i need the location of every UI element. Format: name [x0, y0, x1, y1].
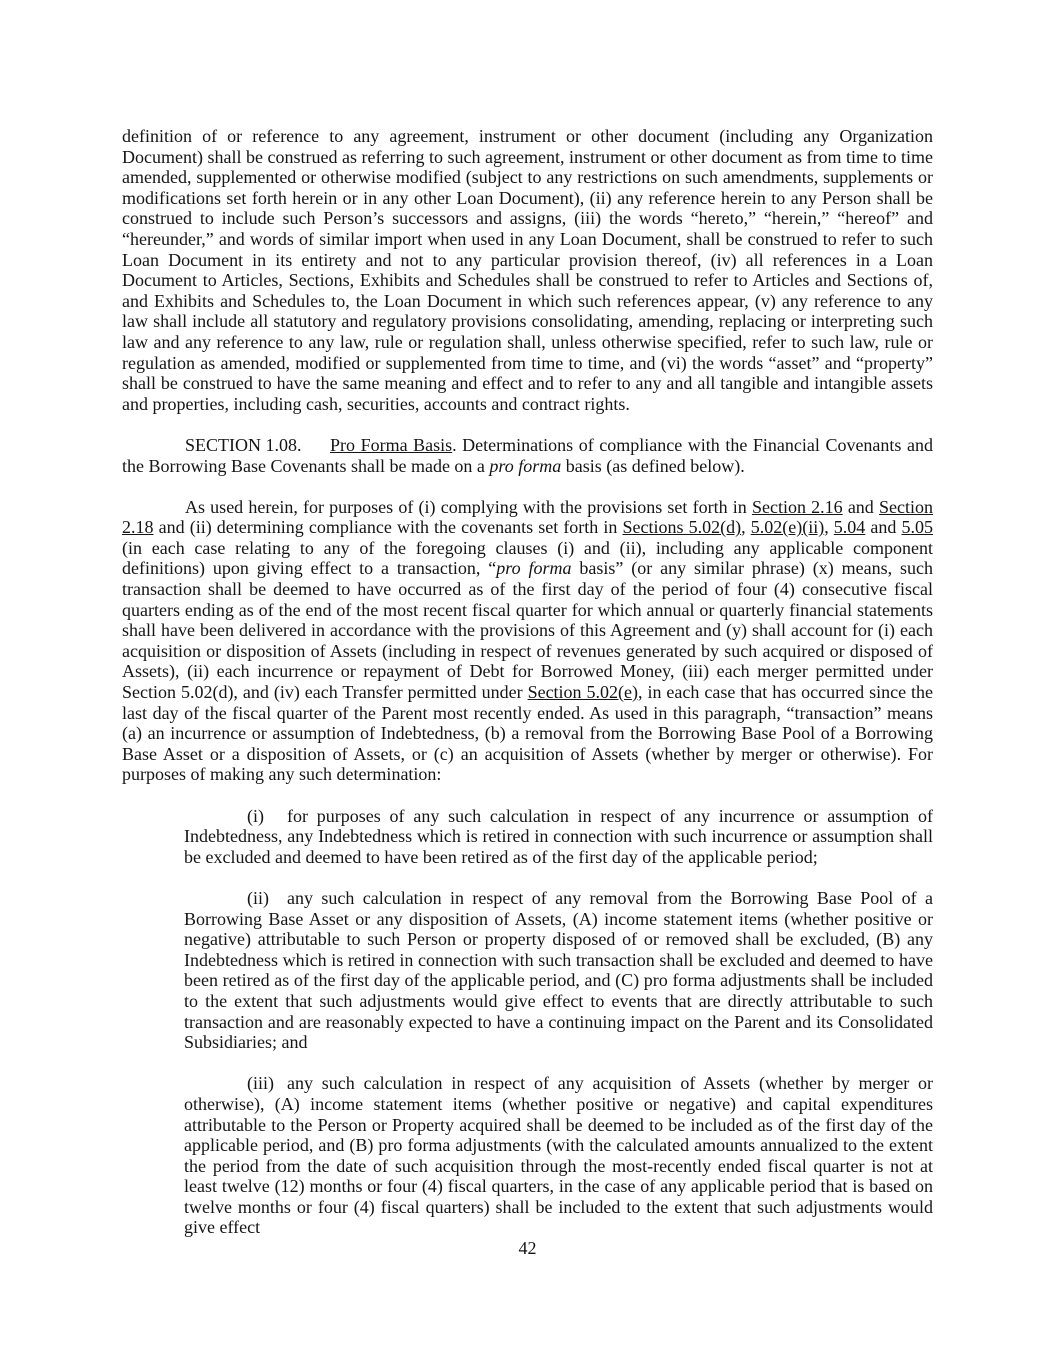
text-segment-underline: Sections 5.02(d): [622, 517, 742, 538]
text-segment-normal: and: [842, 496, 879, 517]
text-segment-label: (iii): [247, 1073, 274, 1094]
text-segment-label: (ii): [247, 887, 269, 908]
text-segment-normal: ,: [741, 517, 751, 538]
text-segment-underline: Section 2.16: [751, 496, 843, 517]
text-segment-italic: pro forma: [489, 455, 562, 476]
text-segment-normal: ,: [824, 517, 834, 538]
text-segment-underline: 5.05: [901, 517, 933, 538]
text-segment-normal: As used herein, for purposes of (i) complying with the provisions set forth in: [185, 496, 752, 517]
page-number: 42: [518, 1238, 537, 1258]
text-segment-normal: any such calculation in respect of any removal from the Borrowing Base Pool of a Borrowing Base Asset or any disposition of Assets, (A) income statement items (whether positive or negative) attributable to such Person or property disposed of or removed shall be excluded, (B) any Indebtedness which is retired in connection with such transaction shall be excluded and deemed to have been retired as of the first day of the applicable period, and (C) pro forma adjustments shall be included to the extent that such adjustments would give effect to events that are directly attributable to such transaction and are reasonably expected to have a continuing impact on the Parent and its Consolidated Subsidiaries; and: [184, 887, 933, 1053]
text-segment-lead: SECTION 1.08.: [185, 434, 302, 455]
text-segment-normal: , in each case that has occurred since the last day of the fiscal quarter of the Parent most recently ended. As used in this paragraph, “transaction” means (a) an incurrence or assumption of Indebtedness, (b) a removal from the Borrowing Base Pool of a Borrowing Base Asset or a disposition of Assets, or (c) an acquisition of Assets (whether by merger or otherwise). For purposes of making any such determination:: [122, 682, 934, 785]
text-segment-normal: . Determinations of compliance with the Financial Covenants and the Borrowing Base Covenants shall be made on a: [122, 434, 933, 476]
text-segment-italic: pro forma: [496, 558, 572, 579]
page-body-text: [122, 126, 933, 1238]
text-segment-label: (i): [247, 805, 264, 826]
text-segment-underline: 5.02(e)(ii): [750, 517, 825, 538]
text-segment-normal: (in each case relating to any of the foregoing clauses (i) and (ii), including any applicable component definitions) upon giving effect to a transaction, “: [122, 537, 933, 579]
text-segment-underline: 5.04: [833, 517, 866, 538]
text-segment-underline: Pro Forma Basis: [330, 434, 453, 455]
paragraph-clause-ii: [184, 888, 933, 1053]
text-segment-underline: Section 5.02(e): [527, 682, 638, 703]
paragraph-clause-i: [184, 806, 933, 868]
text-segment-normal: and (ii) determining compliance with the covenants set forth in: [153, 517, 623, 538]
text-segment-normal: definition of or reference to any agreement, instrument or other document (including any Organization Document) shall be construed as referring to such agreement, instrument or other document as from time to time amended, supplemented or otherwise modified (subject to any restrictions on such amendments, supplements or modifications set forth herein or in any other Loan Document), (ii) any reference herein to any Person shall be construed to include such Person’s successors and assigns, (iii) the words “hereto,” “herein,” “hereof” and “hereunder,” and words of similar import when used in any Loan Document, shall be construed to refer to such Loan Document in its entirety and not to any particular provision thereof, (iv) all references in a Loan Document to Articles, Sections, Exhibits and Schedules shall be construed to refer to Articles and Sections of, and Exhibits and Schedules to, the Loan Document in which such references appear, (v) any reference to any law shall include all statutory and regulatory provisions consolidating, amending, replacing or interpreting such law and any reference to any law, rule or regulation shall, unless otherwise specified, refer to such law, rule or regulation as amended, modified or supplemented from time to time, and (vi) the words “asset” and “property” shall be construed to have the same meaning and effect and to refer to any and all tangible and intangible assets and properties, including cash, securities, accounts and contract rights.: [122, 126, 933, 414]
paragraph-continuation: [122, 126, 933, 414]
text-segment-normal: and: [865, 517, 902, 538]
text-segment-normal: basis (as defined below).: [561, 455, 745, 476]
text-segment-normal: for purposes of any such calculation in respect of any incurrence or assumption of Indebtedness, any Indebtedness which is retired in connection with such incurrence or assumption shall be excluded and deemed to have been retired as of the first day of the applicable period;: [184, 805, 933, 867]
text-segment-underline: Section 2.18: [122, 496, 933, 538]
paragraph-clause-iii: [184, 1073, 933, 1238]
text-segment-normal: any such calculation in respect of any acquisition of Assets (whether by merger or otherwise), (A) income statement items (whether positive or negative) and capital expenditures attributable to the Person or Property acquired shall be deemed to be included as of the first day of the applicable period, and (B) pro forma adjustments (with the calculated amounts annualized to the extent the period from the date of such acquisition through the most-recently ended fiscal quarter is not at least twelve (12) months or four (4) fiscal quarters, in the case of any applicable period that is based on twelve months or four (4) fiscal quarters) shall be included to the extent that such adjustments would give effect: [184, 1073, 933, 1238]
text-segment-normal: basis” (or any similar phrase) (x) means, such transaction shall be deemed to have occurred as of the first day of the period of four (4) consecutive fiscal quarters ending as of the end of the most recent fiscal quarter for which annual or quarterly financial statements shall have been delivered in accordance with the provisions of this Agreement and (y) shall account for (i) each acquisition or disposition of Assets (including in respect of revenues generated by such acquired or disposed of Assets), (ii) each incurrence or repayment of Debt for Borrowed Money, (iii) each merger permitted under Section 5.02(d), and (iv) each Transfer permitted under: [122, 558, 933, 703]
paragraph-pro-forma-definition: [122, 497, 933, 785]
paragraph-section-1-08: [122, 435, 933, 476]
